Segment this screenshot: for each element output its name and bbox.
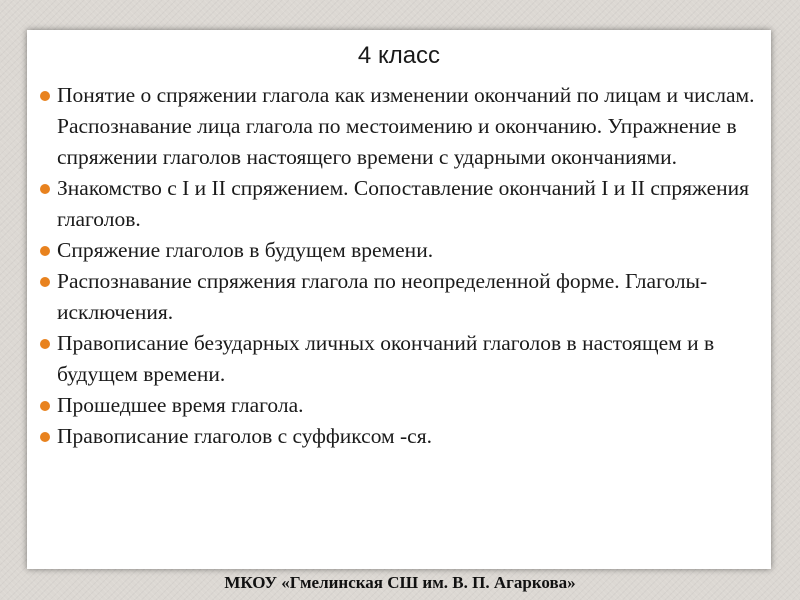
slide-title: 4 класс [357, 42, 441, 69]
list-item [39, 80, 759, 173]
school-footer: МКОУ «Гмелинская СШ им. В. П. Агаркова» [224, 573, 576, 592]
list-item [39, 421, 759, 452]
list-item-text: Спряжение глаголов в будущем времени. [57, 238, 434, 262]
bullet-icon [40, 339, 50, 349]
list-item-text: Прошедшее время глагола. [57, 393, 304, 417]
list-item-text: Правописание глаголов с суффиксом -ся. [57, 424, 432, 448]
bullet-icon [40, 184, 50, 194]
list-item-text: Знакомство с I и II спряжением. Сопоставление окончаний I и II спряжения глаголов. [57, 176, 750, 231]
bullet-icon [40, 432, 50, 442]
list-item [39, 328, 759, 390]
list-item-text: Понятие о спряжении глагола как изменении окончаний по лицам и числам. Распознавание лица глагола по местоимению и окончанию. Упражнение в спряжении глаголов настоящего времени с ударными окончаниями. [57, 83, 755, 169]
list-item-text: Распознавание спряжения глагола по неопределенной форме. Глаголы-исключения. [57, 269, 708, 324]
bullet-icon [40, 401, 50, 411]
list-item [39, 235, 759, 266]
list-item [39, 390, 759, 421]
list-item-text: Правописание безударных личных окончаний глаголов в настоящем и в будущем времени. [57, 331, 715, 386]
slide-card [27, 30, 771, 569]
bullet-icon [40, 277, 50, 287]
bullet-icon [40, 91, 50, 101]
bullet-icon [40, 246, 50, 256]
topic-list [39, 80, 759, 452]
list-item [39, 173, 759, 235]
list-item [39, 266, 759, 328]
